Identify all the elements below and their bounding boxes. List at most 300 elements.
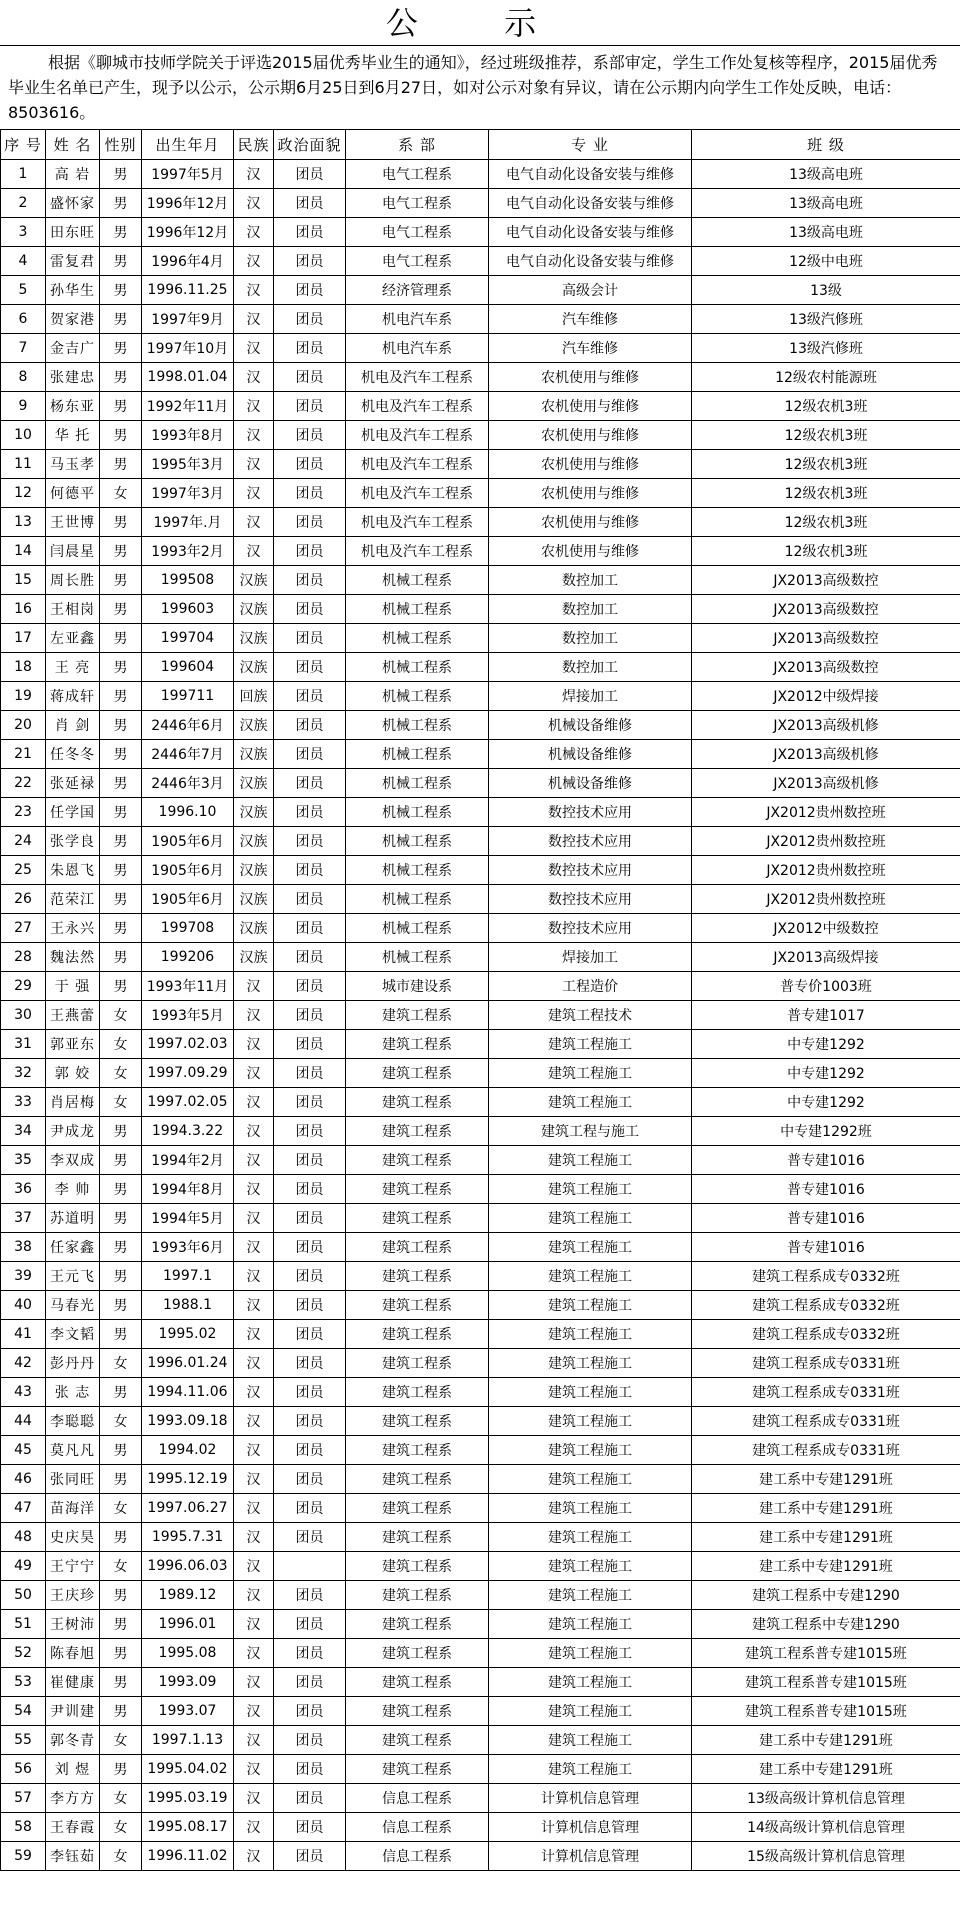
cell-ethnicity: 汉 (234, 1697, 274, 1726)
cell-gender: 男 (100, 537, 142, 566)
table-row (1, 798, 960, 827)
cell-index: 2 (1, 189, 46, 218)
cell-class: 12级中电班 (692, 247, 960, 276)
cell-political-status: 团员 (274, 218, 346, 247)
cell-major: 建筑工程施工 (489, 1523, 692, 1552)
cell-gender: 男 (100, 1175, 142, 1204)
cell-index: 3 (1, 218, 46, 247)
cell-name: 任学国 (46, 798, 100, 827)
cell-index: 14 (1, 537, 46, 566)
table-row (1, 1320, 960, 1349)
cell-gender: 男 (100, 885, 142, 914)
cell-birth: 1995.08.17 (142, 1813, 234, 1842)
cell-birth: 1994年2月 (142, 1146, 234, 1175)
cell-gender: 男 (100, 1668, 142, 1697)
cell-class: 普专建1017 (692, 1001, 960, 1030)
cell-name: 李方方 (46, 1784, 100, 1813)
cell-ethnicity: 汉 (234, 247, 274, 276)
cell-gender: 女 (100, 1726, 142, 1755)
cell-ethnicity: 回族 (234, 682, 274, 711)
cell-political-status: 团员 (274, 1117, 346, 1146)
cell-major: 建筑工程施工 (489, 1465, 692, 1494)
cell-major: 机械设备维修 (489, 740, 692, 769)
cell-department: 信息工程系 (346, 1784, 489, 1813)
cell-class: 建筑工程系普专建1015班 (692, 1697, 960, 1726)
cell-political-status: 团员 (274, 1610, 346, 1639)
cell-birth: 2446年7月 (142, 740, 234, 769)
cell-gender: 男 (100, 1291, 142, 1320)
cell-gender: 男 (100, 189, 142, 218)
table-row (1, 1088, 960, 1117)
table-row (1, 769, 960, 798)
cell-birth: 199711 (142, 682, 234, 711)
cell-class: 中专建1292班 (692, 1117, 960, 1146)
table-row (1, 595, 960, 624)
cell-class: 建工系中专建1291班 (692, 1465, 960, 1494)
cell-name: 雷复君 (46, 247, 100, 276)
cell-class: JX2013高级数控 (692, 595, 960, 624)
cell-political-status: 团员 (274, 943, 346, 972)
cell-major: 焊接加工 (489, 682, 692, 711)
cell-department: 机电及汽车工程系 (346, 363, 489, 392)
cell-birth: 1996年12月 (142, 218, 234, 247)
cell-ethnicity: 汉 (234, 1523, 274, 1552)
header-index: 序 号 (1, 130, 46, 160)
cell-ethnicity: 汉 (234, 1639, 274, 1668)
cell-department: 建筑工程系 (346, 1204, 489, 1233)
cell-index: 4 (1, 247, 46, 276)
cell-department: 建筑工程系 (346, 1320, 489, 1349)
cell-major: 计算机信息管理 (489, 1813, 692, 1842)
cell-class: JX2013高级机修 (692, 769, 960, 798)
cell-political-status: 团员 (274, 160, 346, 189)
cell-name: 高 岩 (46, 160, 100, 189)
table-row (1, 1030, 960, 1059)
cell-name: 肖居梅 (46, 1088, 100, 1117)
cell-birth: 1995.08 (142, 1639, 234, 1668)
cell-gender: 男 (100, 1581, 142, 1610)
cell-birth: 1996.11.25 (142, 276, 234, 305)
cell-political-status: 团员 (274, 1262, 346, 1291)
cell-department: 建筑工程系 (346, 1291, 489, 1320)
cell-ethnicity: 汉 (234, 1494, 274, 1523)
cell-birth: 2446年3月 (142, 769, 234, 798)
cell-birth: 199603 (142, 595, 234, 624)
cell-name: 尹训建 (46, 1697, 100, 1726)
table-row (1, 247, 960, 276)
cell-ethnicity: 汉 (234, 363, 274, 392)
cell-political-status: 团员 (274, 421, 346, 450)
table-row (1, 189, 960, 218)
cell-birth: 1994.3.22 (142, 1117, 234, 1146)
cell-gender: 女 (100, 1784, 142, 1813)
cell-birth: 1993年11月 (142, 972, 234, 1001)
cell-ethnicity: 汉族 (234, 943, 274, 972)
cell-gender: 男 (100, 972, 142, 1001)
cell-department: 机械工程系 (346, 769, 489, 798)
cell-department: 建筑工程系 (346, 1552, 489, 1581)
cell-department: 电气工程系 (346, 189, 489, 218)
cell-gender: 女 (100, 1494, 142, 1523)
table-row (1, 624, 960, 653)
cell-name: 周长胜 (46, 566, 100, 595)
cell-major: 建筑工程施工 (489, 1436, 692, 1465)
cell-name: 肖 剑 (46, 711, 100, 740)
cell-birth: 1993年5月 (142, 1001, 234, 1030)
table-row (1, 1465, 960, 1494)
cell-index: 55 (1, 1726, 46, 1755)
cell-birth: 1905年6月 (142, 885, 234, 914)
cell-birth: 1994年5月 (142, 1204, 234, 1233)
cell-department: 机电汽车系 (346, 334, 489, 363)
table-row (1, 392, 960, 421)
cell-major: 高级会计 (489, 276, 692, 305)
cell-department: 城市建设系 (346, 972, 489, 1001)
table-row (1, 537, 960, 566)
cell-department: 建筑工程系 (346, 1088, 489, 1117)
cell-birth: 1905年6月 (142, 856, 234, 885)
cell-department: 信息工程系 (346, 1842, 489, 1871)
cell-index: 40 (1, 1291, 46, 1320)
cell-name: 郭亚东 (46, 1030, 100, 1059)
cell-class: 建筑工程系成专0332班 (692, 1291, 960, 1320)
cell-political-status: 团员 (274, 247, 346, 276)
table-row (1, 1494, 960, 1523)
cell-major: 数控技术应用 (489, 885, 692, 914)
cell-birth: 1995.03.19 (142, 1784, 234, 1813)
cell-name: 孙华生 (46, 276, 100, 305)
cell-major: 建筑工程施工 (489, 1610, 692, 1639)
cell-political-status: 团员 (274, 1668, 346, 1697)
cell-department: 机械工程系 (346, 566, 489, 595)
cell-ethnicity: 汉族 (234, 624, 274, 653)
cell-name: 范荣江 (46, 885, 100, 914)
cell-major: 农机使用与维修 (489, 392, 692, 421)
cell-major: 数控技术应用 (489, 914, 692, 943)
cell-birth: 1997年9月 (142, 305, 234, 334)
cell-name: 陈春旭 (46, 1639, 100, 1668)
cell-political-status: 团员 (274, 1813, 346, 1842)
cell-class: 普专价1003班 (692, 972, 960, 1001)
cell-index: 34 (1, 1117, 46, 1146)
cell-political-status: 团员 (274, 1755, 346, 1784)
cell-ethnicity: 汉 (234, 1349, 274, 1378)
cell-political-status: 团员 (274, 1465, 346, 1494)
cell-name: 盛怀家 (46, 189, 100, 218)
cell-birth: 1996年4月 (142, 247, 234, 276)
cell-birth: 1997.02.05 (142, 1088, 234, 1117)
cell-class: JX2013高级数控 (692, 624, 960, 653)
table-body (1, 160, 960, 1871)
cell-class: 13级高电班 (692, 189, 960, 218)
cell-ethnicity: 汉 (234, 218, 274, 247)
cell-index: 58 (1, 1813, 46, 1842)
cell-department: 机电汽车系 (346, 305, 489, 334)
cell-gender: 男 (100, 798, 142, 827)
cell-major: 建筑工程施工 (489, 1639, 692, 1668)
cell-class: 建筑工程系成专0332班 (692, 1320, 960, 1349)
cell-major: 农机使用与维修 (489, 508, 692, 537)
cell-political-status: 团员 (274, 479, 346, 508)
cell-ethnicity: 汉 (234, 334, 274, 363)
cell-gender: 女 (100, 1059, 142, 1088)
cell-political-status: 团员 (274, 363, 346, 392)
cell-political-status: 团员 (274, 1494, 346, 1523)
cell-major: 电气自动化设备安装与维修 (489, 218, 692, 247)
cell-class: JX2013高级机修 (692, 711, 960, 740)
cell-index: 46 (1, 1465, 46, 1494)
cell-class: 建筑工程系普专建1015班 (692, 1639, 960, 1668)
cell-ethnicity: 汉 (234, 1610, 274, 1639)
cell-political-status: 团员 (274, 769, 346, 798)
cell-ethnicity: 汉 (234, 1465, 274, 1494)
cell-major: 建筑工程施工 (489, 1668, 692, 1697)
header-major: 专 业 (489, 130, 692, 160)
cell-class: 建筑工程系成专0332班 (692, 1262, 960, 1291)
table-row (1, 305, 960, 334)
cell-class: 建工系中专建1291班 (692, 1552, 960, 1581)
cell-birth: 1993.07 (142, 1697, 234, 1726)
table-row (1, 421, 960, 450)
cell-index: 48 (1, 1523, 46, 1552)
table-row (1, 682, 960, 711)
cell-gender: 男 (100, 1639, 142, 1668)
cell-index: 53 (1, 1668, 46, 1697)
cell-index: 41 (1, 1320, 46, 1349)
cell-major: 建筑工程施工 (489, 1320, 692, 1349)
cell-gender: 男 (100, 740, 142, 769)
cell-index: 25 (1, 856, 46, 885)
cell-major: 数控加工 (489, 566, 692, 595)
cell-index: 24 (1, 827, 46, 856)
cell-political-status: 团员 (274, 1291, 346, 1320)
cell-department: 经济管理系 (346, 276, 489, 305)
cell-department: 机电及汽车工程系 (346, 479, 489, 508)
cell-gender: 男 (100, 450, 142, 479)
cell-department: 建筑工程系 (346, 1175, 489, 1204)
cell-major: 建筑工程施工 (489, 1697, 692, 1726)
cell-birth: 1997.09.29 (142, 1059, 234, 1088)
cell-gender: 女 (100, 1030, 142, 1059)
cell-major: 机械设备维修 (489, 769, 692, 798)
cell-political-status: 团员 (274, 827, 346, 856)
cell-index: 30 (1, 1001, 46, 1030)
cell-gender: 男 (100, 682, 142, 711)
cell-index: 57 (1, 1784, 46, 1813)
cell-class: 建工系中专建1291班 (692, 1755, 960, 1784)
cell-major: 建筑工程施工 (489, 1407, 692, 1436)
cell-department: 机械工程系 (346, 595, 489, 624)
cell-class: JX2012贵州数控班 (692, 827, 960, 856)
cell-ethnicity: 汉族 (234, 595, 274, 624)
cell-birth: 1996.01 (142, 1610, 234, 1639)
cell-name: 王燕蕾 (46, 1001, 100, 1030)
cell-index: 38 (1, 1233, 46, 1262)
cell-birth: 1994年8月 (142, 1175, 234, 1204)
cell-index: 59 (1, 1842, 46, 1871)
cell-ethnicity: 汉族 (234, 798, 274, 827)
cell-gender: 男 (100, 943, 142, 972)
cell-major: 建筑工程施工 (489, 1146, 692, 1175)
cell-department: 建筑工程系 (346, 1755, 489, 1784)
cell-class: 14级高级计算机信息管理 (692, 1813, 960, 1842)
cell-index: 51 (1, 1610, 46, 1639)
table-row (1, 363, 960, 392)
cell-class: 普专建1016 (692, 1175, 960, 1204)
cell-ethnicity: 汉 (234, 160, 274, 189)
cell-major: 建筑工程施工 (489, 1755, 692, 1784)
cell-ethnicity: 汉 (234, 972, 274, 1001)
cell-department: 机械工程系 (346, 827, 489, 856)
header-name: 姓 名 (46, 130, 100, 160)
cell-class: 12级农机3班 (692, 450, 960, 479)
cell-gender: 女 (100, 1088, 142, 1117)
cell-class: 建筑工程系中专建1290 (692, 1581, 960, 1610)
cell-name: 郭 姣 (46, 1059, 100, 1088)
cell-birth: 1992年11月 (142, 392, 234, 421)
table-row (1, 218, 960, 247)
cell-major: 数控技术应用 (489, 827, 692, 856)
cell-birth: 1995.7.31 (142, 1523, 234, 1552)
cell-major: 农机使用与维修 (489, 479, 692, 508)
cell-class: 13级高电班 (692, 218, 960, 247)
cell-name: 闫晨星 (46, 537, 100, 566)
cell-political-status: 团员 (274, 1842, 346, 1871)
cell-ethnicity: 汉 (234, 189, 274, 218)
cell-major: 农机使用与维修 (489, 421, 692, 450)
cell-ethnicity: 汉族 (234, 827, 274, 856)
cell-ethnicity: 汉 (234, 537, 274, 566)
cell-ethnicity: 汉族 (234, 711, 274, 740)
cell-ethnicity: 汉 (234, 1784, 274, 1813)
cell-index: 50 (1, 1581, 46, 1610)
cell-class: JX2013高级数控 (692, 566, 960, 595)
cell-political-status (274, 1552, 346, 1581)
cell-department: 机械工程系 (346, 943, 489, 972)
cell-department: 建筑工程系 (346, 1610, 489, 1639)
cell-political-status: 团员 (274, 1204, 346, 1233)
cell-birth: 1994.02 (142, 1436, 234, 1465)
cell-name: 华 托 (46, 421, 100, 450)
cell-name: 马玉孝 (46, 450, 100, 479)
table-row (1, 1610, 960, 1639)
cell-class: JX2012贵州数控班 (692, 885, 960, 914)
cell-department: 机械工程系 (346, 624, 489, 653)
cell-political-status: 团员 (274, 450, 346, 479)
cell-name: 郭冬青 (46, 1726, 100, 1755)
cell-ethnicity: 汉族 (234, 740, 274, 769)
cell-political-status: 团员 (274, 798, 346, 827)
cell-major: 计算机信息管理 (489, 1842, 692, 1871)
cell-department: 机械工程系 (346, 653, 489, 682)
cell-name: 王相岗 (46, 595, 100, 624)
cell-class: 中专建1292 (692, 1030, 960, 1059)
cell-birth: 1997.06.27 (142, 1494, 234, 1523)
cell-gender: 男 (100, 711, 142, 740)
cell-political-status: 团员 (274, 914, 346, 943)
cell-political-status: 团员 (274, 276, 346, 305)
cell-department: 建筑工程系 (346, 1697, 489, 1726)
cell-gender: 男 (100, 769, 142, 798)
table-row (1, 1059, 960, 1088)
cell-department: 建筑工程系 (346, 1233, 489, 1262)
cell-major: 建筑工程施工 (489, 1552, 692, 1581)
cell-political-status: 团员 (274, 1726, 346, 1755)
cell-index: 32 (1, 1059, 46, 1088)
cell-birth: 1997.02.03 (142, 1030, 234, 1059)
cell-political-status: 团员 (274, 1581, 346, 1610)
table-row (1, 1378, 960, 1407)
cell-department: 建筑工程系 (346, 1465, 489, 1494)
cell-political-status: 团员 (274, 653, 346, 682)
cell-political-status: 团员 (274, 1030, 346, 1059)
cell-major: 建筑工程施工 (489, 1349, 692, 1378)
cell-birth: 1988.1 (142, 1291, 234, 1320)
cell-political-status: 团员 (274, 1320, 346, 1349)
cell-index: 20 (1, 711, 46, 740)
header-ethnicity: 民族 (234, 130, 274, 160)
cell-index: 31 (1, 1030, 46, 1059)
cell-department: 建筑工程系 (346, 1030, 489, 1059)
cell-political-status: 团员 (274, 508, 346, 537)
table-row (1, 1436, 960, 1465)
table-row (1, 1523, 960, 1552)
cell-department: 机电及汽车工程系 (346, 450, 489, 479)
cell-gender: 女 (100, 479, 142, 508)
cell-class: 建工系中专建1291班 (692, 1726, 960, 1755)
table-row (1, 566, 960, 595)
cell-name: 任冬冬 (46, 740, 100, 769)
cell-index: 10 (1, 421, 46, 450)
cell-class: JX2012贵州数控班 (692, 798, 960, 827)
cell-name: 张 志 (46, 1378, 100, 1407)
cell-major: 建筑工程施工 (489, 1088, 692, 1117)
cell-department: 电气工程系 (346, 160, 489, 189)
cell-gender: 女 (100, 1349, 142, 1378)
cell-ethnicity: 汉 (234, 1755, 274, 1784)
cell-birth: 199508 (142, 566, 234, 595)
cell-class: 建工系中专建1291班 (692, 1494, 960, 1523)
cell-ethnicity: 汉 (234, 508, 274, 537)
cell-gender: 男 (100, 247, 142, 276)
cell-name: 李聪聪 (46, 1407, 100, 1436)
cell-major: 建筑工程施工 (489, 1204, 692, 1233)
table-row (1, 276, 960, 305)
cell-ethnicity: 汉 (234, 305, 274, 334)
cell-index: 5 (1, 276, 46, 305)
cell-index: 56 (1, 1755, 46, 1784)
cell-index: 21 (1, 740, 46, 769)
cell-index: 52 (1, 1639, 46, 1668)
cell-major: 建筑工程技术 (489, 1001, 692, 1030)
table-row (1, 885, 960, 914)
cell-index: 29 (1, 972, 46, 1001)
cell-department: 建筑工程系 (346, 1436, 489, 1465)
cell-class: 建筑工程系成专0331班 (692, 1436, 960, 1465)
cell-major: 农机使用与维修 (489, 537, 692, 566)
cell-political-status: 团员 (274, 189, 346, 218)
table-row (1, 1204, 960, 1233)
table-row (1, 1639, 960, 1668)
cell-ethnicity: 汉 (234, 1059, 274, 1088)
cell-political-status: 团员 (274, 711, 346, 740)
cell-ethnicity: 汉 (234, 1146, 274, 1175)
cell-political-status: 团员 (274, 1349, 346, 1378)
cell-department: 建筑工程系 (346, 1639, 489, 1668)
cell-class: 建筑工程系成专0331班 (692, 1378, 960, 1407)
cell-name: 何德平 (46, 479, 100, 508)
cell-gender: 男 (100, 1233, 142, 1262)
